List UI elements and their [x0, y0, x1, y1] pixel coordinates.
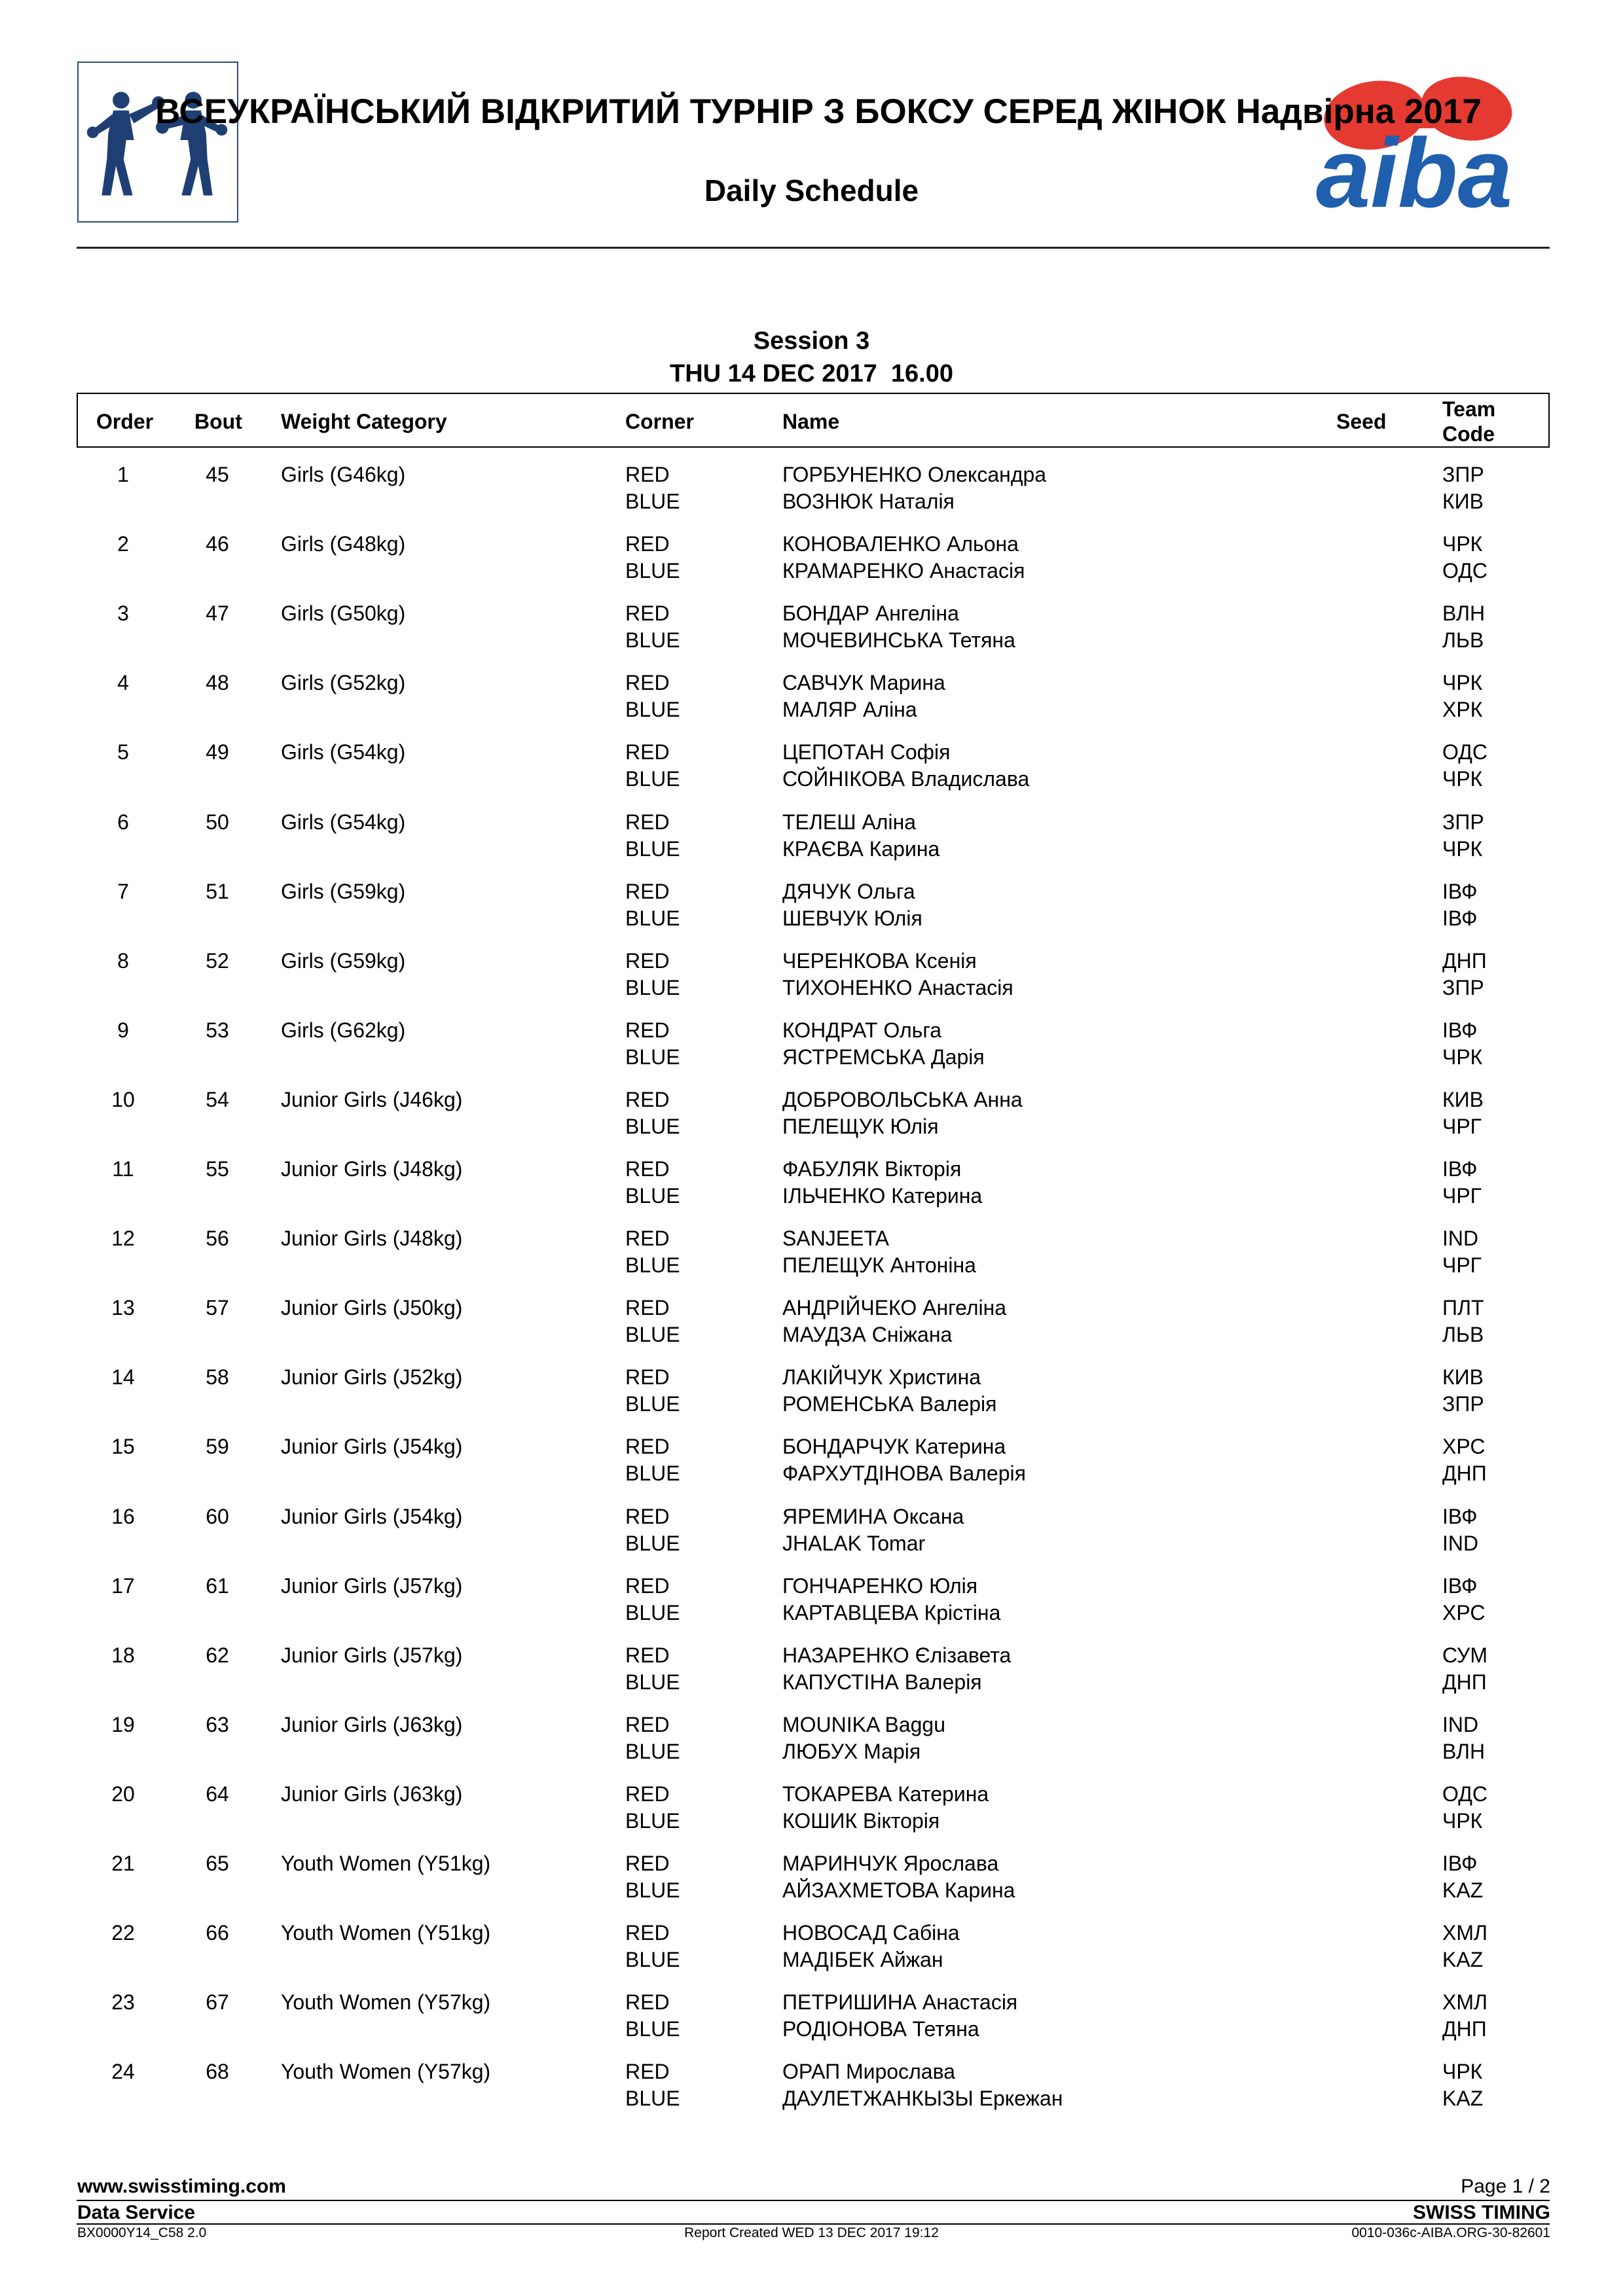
corner-red: RED [625, 1852, 670, 1875]
bout-row [0, 1712, 1623, 1770]
weight-category: Youth Women (Y51kg) [281, 1852, 491, 1875]
bout-row [0, 1642, 1623, 1701]
bout-row [0, 670, 1623, 728]
bout-number: 55 [206, 1157, 229, 1181]
bout-row [0, 1989, 1623, 2048]
bout-number: 63 [206, 1712, 229, 1736]
corner-blue: BLUE [625, 1323, 680, 1347]
boxer-name-red: ОРАП Мирослава [782, 2060, 955, 2084]
team-code-blue: ЧРГ [1442, 1184, 1482, 1208]
header-corner: Corner [625, 410, 694, 433]
bout-row [0, 878, 1623, 937]
bout-row [0, 2058, 1623, 2117]
page-number: Page 1 / 2 [1461, 2176, 1550, 2197]
corner-red: RED [625, 879, 670, 903]
bout-number: 61 [206, 1573, 229, 1598]
boxer-name-red: КОНДРАТ Ольга [782, 1018, 942, 1042]
boxer-name-red: ГОРБУНЕНКО Олександра [782, 463, 1047, 486]
corner-red: RED [625, 1643, 670, 1667]
bout-order: 12 [111, 1227, 135, 1251]
header-weight-category: Weight Category [281, 410, 447, 433]
bout-number: 50 [206, 810, 229, 834]
bout-number: 68 [206, 2060, 229, 2084]
team-code-blue: ХРС [1442, 1600, 1486, 1624]
bout-number: 49 [206, 740, 229, 764]
team-code-red: ЗПР [1442, 810, 1484, 834]
header-team-line2: Code [1442, 422, 1495, 446]
corner-blue: BLUE [625, 698, 680, 722]
aiba-glove-icon [1303, 63, 1525, 217]
bout-row [0, 1225, 1623, 1284]
weight-category: Girls (G48kg) [281, 532, 406, 556]
corner-blue: BLUE [625, 1045, 680, 1069]
team-code-red: ІВФ [1442, 1018, 1478, 1042]
bout-number: 59 [206, 1435, 229, 1459]
boxer-name-blue: МАДІБЕК Айжан [782, 1948, 943, 1972]
team-code-red: ХМЛ [1442, 1990, 1487, 2015]
corner-blue: BLUE [625, 1948, 680, 1972]
bout-row [0, 1503, 1623, 1562]
document-subtitle: Daily Schedule [704, 173, 919, 207]
team-code-red: ДНП [1442, 948, 1487, 973]
corner-blue: BLUE [625, 1114, 680, 1138]
team-code-blue: ДНП [1442, 1462, 1487, 1486]
footer-divider-2 [77, 2223, 1550, 2225]
boxer-name-blue: МОЧЕВИНСЬКА Тетяна [782, 628, 1015, 653]
footer-reference: 0010-036c-AIBA.ORG-30-82601 [1351, 2225, 1550, 2240]
corner-red: RED [625, 1573, 670, 1598]
bout-number: 47 [206, 601, 229, 626]
corner-blue: BLUE [625, 1600, 680, 1624]
team-code-blue: KAZ [1442, 1878, 1484, 1902]
bout-order: 17 [111, 1573, 135, 1598]
team-code-blue: IND [1442, 1531, 1479, 1555]
weight-category: Junior Girls (J54kg) [281, 1435, 463, 1459]
corner-red: RED [625, 1087, 670, 1111]
team-code-red: ІВФ [1442, 1852, 1478, 1875]
team-code-blue: ЗПР [1442, 1392, 1484, 1416]
bout-order: 9 [117, 1018, 129, 1042]
weight-category: Junior Girls (J48kg) [281, 1227, 463, 1251]
team-code-blue: ЧРК [1442, 1808, 1483, 1833]
team-code-red: ІВФ [1442, 879, 1478, 903]
team-code-blue: ЗПР [1442, 975, 1484, 999]
weight-category: Youth Women (Y51kg) [281, 1921, 491, 1945]
team-code-blue: КИВ [1442, 490, 1484, 513]
team-code-red: ВЛН [1442, 601, 1486, 626]
bout-order: 14 [111, 1365, 135, 1390]
bout-order: 1 [117, 463, 129, 486]
bout-row [0, 1920, 1623, 1979]
corner-red: RED [625, 740, 670, 764]
boxer-name-blue: ВОЗНЮК Наталія [782, 490, 955, 513]
boxer-name-blue: ЛЮБУХ Марія [782, 1739, 921, 1763]
team-code-red: ПЛТ [1442, 1296, 1484, 1320]
bout-row [0, 461, 1623, 520]
event-title: ВСЕУКРАЇНСЬКИЙ ВІДКРИТИЙ ТУРНІР З БОКСУ СЕРЕД ЖІНОК Надвірна 2017 [155, 92, 1482, 131]
footer-website: www.swisstiming.com [77, 2176, 286, 2197]
corner-red: RED [625, 601, 670, 626]
weight-category: Junior Girls (J50kg) [281, 1296, 463, 1320]
bout-row [0, 809, 1623, 868]
weight-category: Junior Girls (J63kg) [281, 1782, 463, 1806]
boxer-name-red: САВЧУК Марина [782, 671, 945, 695]
boxer-name-red: ЦЕПОТАН Софія [782, 740, 951, 764]
bout-row [0, 531, 1623, 590]
header-order: Order [96, 410, 154, 433]
bout-order: 22 [111, 1921, 135, 1945]
corner-red: RED [625, 671, 670, 695]
bout-order: 24 [111, 2060, 135, 2084]
boxer-name-red: ТОКАРЕВА Катерина [782, 1782, 989, 1806]
team-code-blue: ДНП [1442, 2017, 1487, 2041]
weight-category: Youth Women (Y57kg) [281, 2060, 491, 2084]
weight-category: Girls (G52kg) [281, 671, 406, 695]
weight-category: Junior Girls (J57kg) [281, 1643, 463, 1667]
bout-number: 52 [206, 948, 229, 973]
bout-order: 7 [117, 879, 129, 903]
bout-order: 18 [111, 1643, 135, 1667]
weight-category: Junior Girls (J63kg) [281, 1712, 463, 1736]
weight-category: Junior Girls (J46kg) [281, 1087, 463, 1111]
team-code-red: IND [1442, 1227, 1479, 1251]
boxer-name-blue: ПЕЛЕЩУК Юлія [782, 1114, 939, 1138]
team-code-blue: ЧРК [1442, 1045, 1483, 1069]
boxer-name-red: АНДРІЙЧЕКО Ангеліна [782, 1296, 1007, 1320]
bout-order: 3 [117, 601, 129, 626]
footer-report-code: BX0000Y14_C58 2.0 [77, 2225, 207, 2240]
bout-number: 65 [206, 1852, 229, 1875]
team-code-red: ОДС [1442, 1782, 1487, 1806]
bout-number: 64 [206, 1782, 229, 1806]
boxer-name-red: ГОНЧАРЕНКО Юлія [782, 1573, 978, 1598]
footer-divider [77, 2200, 1550, 2201]
weight-category: Girls (G54kg) [281, 810, 406, 834]
team-code-red: ІВФ [1442, 1504, 1478, 1528]
corner-red: RED [625, 1296, 670, 1320]
weight-category: Girls (G59kg) [281, 948, 406, 973]
team-code-blue: ДНП [1442, 1670, 1487, 1694]
corner-red: RED [625, 2060, 670, 2084]
bout-order: 16 [111, 1504, 135, 1528]
boxer-name-red: MOUNIKA Baggu [782, 1712, 945, 1736]
team-code-blue: ЧРГ [1442, 1253, 1482, 1278]
boxer-name-blue: МАЛЯР Аліна [782, 698, 917, 722]
team-code-red: ЧРК [1442, 671, 1483, 695]
bout-order: 6 [117, 810, 129, 834]
team-code-red: ЧРК [1442, 532, 1483, 556]
corner-red: RED [625, 1435, 670, 1459]
boxer-name-blue: КРАЄВА Карина [782, 836, 940, 861]
corner-red: RED [625, 1990, 670, 2015]
boxer-name-red: ТЕЛЕШ Аліна [782, 810, 917, 834]
corner-blue: BLUE [625, 836, 680, 861]
boxer-name-red: ДЯЧУК Ольга [782, 879, 915, 903]
bout-number: 66 [206, 1921, 229, 1945]
team-code-blue: ОДС [1442, 559, 1487, 583]
boxer-name-red: ДОБРОВОЛЬСЬКА Анна [782, 1087, 1023, 1111]
team-code-blue: ВЛН [1442, 1739, 1486, 1763]
corner-red: RED [625, 1365, 670, 1390]
header-team-code [1442, 397, 1495, 446]
team-code-blue: ЛЬВ [1442, 628, 1484, 653]
corner-blue: BLUE [625, 975, 680, 999]
weight-category: Girls (G46kg) [281, 463, 406, 486]
bout-row [0, 948, 1623, 1007]
boxer-name-blue: ПЕЛЕЩУК Антоніна [782, 1253, 976, 1278]
header-divider [77, 247, 1550, 249]
aiba-logo [1303, 63, 1525, 217]
session-datetime: THU 14 DEC 2017 16.00 [669, 360, 953, 387]
boxer-name-blue: АЙЗАХМЕТОВА Карина [782, 1878, 1015, 1902]
corner-red: RED [625, 1157, 670, 1181]
header-seed: Seed [1336, 410, 1387, 433]
weight-category: Girls (G59kg) [281, 879, 406, 903]
boxer-name-red: БОНДАРЧУК Катерина [782, 1435, 1006, 1459]
team-code-red: ІВФ [1442, 1157, 1478, 1181]
boxer-name-red: ФАБУЛЯК Вікторія [782, 1157, 962, 1181]
corner-red: RED [625, 1227, 670, 1251]
bout-order: 2 [117, 532, 129, 556]
header-name: Name [782, 410, 840, 433]
session-title: Session 3 [753, 327, 870, 355]
corner-blue: BLUE [625, 1670, 680, 1694]
bout-row [0, 600, 1623, 659]
corner-red: RED [625, 1712, 670, 1736]
weight-category: Junior Girls (J57kg) [281, 1573, 463, 1598]
bout-number: 48 [206, 671, 229, 695]
bout-order: 11 [112, 1157, 134, 1181]
bout-order: 4 [117, 671, 129, 695]
boxer-name-blue: РОМЕНСЬКА Валерія [782, 1392, 997, 1416]
corner-red: RED [625, 948, 670, 973]
weight-category: Girls (G54kg) [281, 740, 406, 764]
boxer-name-red: БОНДАР Ангеліна [782, 601, 959, 626]
bout-row [0, 1573, 1623, 1632]
footer-company: SWISS TIMING [1413, 2202, 1550, 2223]
boxer-name-blue: ТИХОНЕНКО Анастасія [782, 975, 1013, 999]
team-code-blue: ЧРГ [1442, 1114, 1482, 1138]
bout-row [0, 1364, 1623, 1423]
corner-red: RED [625, 532, 670, 556]
boxer-name-red: НАЗАРЕНКО Єлізавета [782, 1643, 1012, 1667]
team-code-red: ХМЛ [1442, 1921, 1487, 1945]
corner-blue: BLUE [625, 559, 680, 583]
corner-blue: BLUE [625, 1878, 680, 1902]
bout-row [0, 1156, 1623, 1215]
corner-blue: BLUE [625, 2087, 680, 2111]
bout-number: 54 [206, 1087, 229, 1111]
boxer-name-blue: ШЕВЧУК Юлія [782, 906, 922, 930]
corner-blue: BLUE [625, 1184, 680, 1208]
table-header [77, 393, 1550, 448]
boxer-name-red: ПЕТРИШИНА Анастасія [782, 1990, 1018, 2015]
corner-blue: BLUE [625, 1739, 680, 1763]
weight-category: Girls (G50kg) [281, 601, 406, 626]
bout-order: 13 [111, 1296, 135, 1320]
bout-order: 20 [111, 1782, 135, 1806]
bout-row [0, 1433, 1623, 1492]
header-bout: Bout [194, 410, 242, 433]
bout-row [0, 739, 1623, 798]
boxer-name-blue: ДАУЛЕТЖАНКЫЗЫ Еркежан [782, 2087, 1063, 2111]
boxer-name-blue: КОШИК Вікторія [782, 1808, 940, 1833]
weight-category: Junior Girls (J54kg) [281, 1504, 463, 1528]
bout-row [0, 1781, 1623, 1840]
bout-number: 51 [206, 879, 229, 903]
boxer-name-blue: МАУДЗА Сніжана [782, 1323, 953, 1347]
boxer-name-blue: РОДІОНОВА Тетяна [782, 2017, 979, 2041]
boxer-name-blue: КАПУСТІНА Валерія [782, 1670, 982, 1694]
team-code-red: ЧРК [1442, 2060, 1483, 2084]
corner-blue: BLUE [625, 1392, 680, 1416]
bout-row [0, 1086, 1623, 1145]
boxer-name-blue: JHALAK Tomar [782, 1531, 926, 1555]
boxer-name-blue: ФАРХУТДІНОВА Валерія [782, 1462, 1026, 1486]
corner-blue: BLUE [625, 906, 680, 930]
team-code-red: ІВФ [1442, 1573, 1478, 1598]
bout-number: 62 [206, 1643, 229, 1667]
aiba-wordmark: aiba [1315, 118, 1513, 217]
boxer-name-red: НОВОСАД Сабіна [782, 1921, 960, 1945]
team-code-red: ЗПР [1442, 463, 1484, 486]
bout-order: 10 [111, 1087, 135, 1111]
corner-blue: BLUE [625, 628, 680, 653]
bout-order: 23 [111, 1990, 135, 2015]
bout-order: 5 [117, 740, 129, 764]
team-code-red: КИВ [1442, 1087, 1484, 1111]
bout-order: 19 [111, 1712, 135, 1736]
boxer-name-blue: КРАМАРЕНКО Анастасія [782, 559, 1025, 583]
corner-red: RED [625, 1782, 670, 1806]
weight-category: Junior Girls (J48kg) [281, 1157, 463, 1181]
bout-number: 45 [206, 463, 229, 486]
team-code-blue: ЛЬВ [1442, 1323, 1484, 1347]
bout-number: 60 [206, 1504, 229, 1528]
team-code-blue: KAZ [1442, 1948, 1484, 1972]
corner-blue: BLUE [625, 767, 680, 791]
team-code-red: IND [1442, 1712, 1479, 1736]
boxer-name-red: КОНОВАЛЕНКО Альона [782, 532, 1019, 556]
bout-number: 56 [206, 1227, 229, 1251]
team-code-red: ХРС [1442, 1435, 1486, 1459]
team-code-blue: ІВФ [1442, 906, 1478, 930]
bout-order: 15 [111, 1435, 135, 1459]
header-team-line1: Team [1442, 397, 1496, 421]
footer-data-service: Data Service [77, 2202, 196, 2223]
bout-number: 58 [206, 1365, 229, 1390]
bout-order: 8 [117, 948, 129, 973]
corner-blue: BLUE [625, 490, 680, 513]
team-code-red: ОДС [1442, 740, 1487, 764]
corner-blue: BLUE [625, 1462, 680, 1486]
corner-red: RED [625, 1018, 670, 1042]
weight-category: Junior Girls (J52kg) [281, 1365, 463, 1390]
bout-number: 46 [206, 532, 229, 556]
boxer-name-red: ЧЕРЕНКОВА Ксенія [782, 948, 977, 973]
bout-number: 57 [206, 1296, 229, 1320]
corner-blue: BLUE [625, 1253, 680, 1278]
bout-order: 21 [111, 1852, 135, 1875]
boxer-name-red: SANJEETA [782, 1227, 889, 1251]
boxer-name-blue: СОЙНІКОВА Владислава [782, 767, 1030, 791]
team-code-red: КИВ [1442, 1365, 1484, 1390]
boxer-name-red: ЯРЕМИНА Оксана [782, 1504, 964, 1528]
corner-blue: BLUE [625, 2017, 680, 2041]
corner-blue: BLUE [625, 1531, 680, 1555]
team-code-red: СУМ [1442, 1643, 1488, 1667]
corner-red: RED [625, 463, 670, 486]
footer-report-created: Report Created WED 13 DEC 2017 19:12 [684, 2225, 939, 2240]
team-code-blue: KAZ [1442, 2087, 1484, 2111]
corner-blue: BLUE [625, 1808, 680, 1833]
corner-red: RED [625, 810, 670, 834]
corner-red: RED [625, 1921, 670, 1945]
weight-category: Girls (G62kg) [281, 1018, 406, 1042]
boxer-name-blue: ЯСТРЕМСЬКА Дарія [782, 1045, 985, 1069]
boxer-name-red: МАРИНЧУК Ярослава [782, 1852, 999, 1875]
bout-number: 67 [206, 1990, 229, 2015]
corner-red: RED [625, 1504, 670, 1528]
bout-row [0, 1017, 1623, 1076]
boxer-name-blue: ІЛЬЧЕНКО Катерина [782, 1184, 983, 1208]
bout-row [0, 1295, 1623, 1354]
boxer-name-blue: КАРТАВЦЕВА Крістіна [782, 1600, 1001, 1624]
boxer-name-red: ЛАКІЙЧУК Христина [782, 1365, 981, 1390]
bout-number: 53 [206, 1018, 229, 1042]
team-code-blue: ЧРК [1442, 767, 1483, 791]
team-code-blue: ХРК [1442, 698, 1483, 722]
team-code-blue: ЧРК [1442, 836, 1483, 861]
bout-row [0, 1850, 1623, 1909]
weight-category: Youth Women (Y57kg) [281, 1990, 491, 2015]
